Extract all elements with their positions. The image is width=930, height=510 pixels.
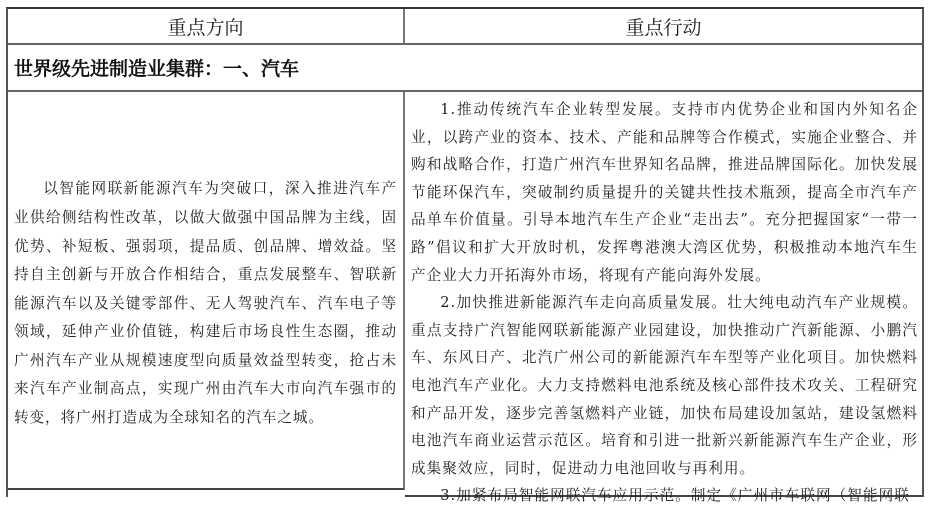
- direction-paragraph: 以智能网联新能源汽车为突破口，深入推进汽车产业供给侧结构性改革，以做大做强中国品牌为主线，固优势、补短板、强弱项，提品质、创品牌、增效益。坚持自主创新与开放合作相结合，重点发展整车、智联新能源汽车以及关键零部件、无人驾驶汽车、汽车电子等领域，延伸产业价值链，构建后市场良性生态圈，推动广州汽车产业从规模速度型向质量效益型转变，抢占未来汽车产业制高点，实现广州由汽车大市向汽车强市的转变，将广州打造成为全球知名的汽车之城。: [14, 180, 397, 427]
- direction-cell: [8, 92, 405, 490]
- section-title-row: 世界级先进制造业集群：一、汽车: [8, 45, 922, 92]
- action-item-3: 3.加紧布局智能网联汽车应用示范。制定《广州市车联网（智能网联: [440, 487, 910, 505]
- header-key-actions: 重点行动: [625, 16, 702, 39]
- policy-table: [6, 7, 924, 505]
- actions-cell: [405, 92, 922, 505]
- action-item-1: 1.推动传统汽车企业转型发展。支持市内优势企业和国内外知名企业，以跨产业的资本、技术、产能和品牌等合作模式，实施企业整合、并购和战略合作，打造广州汽车世界知名品牌，推进品牌国际化。加快发展节能环保汽车，突破制约质量提升的关键共性技术瓶颈，提高全市汽车产品单车价值量。引导本地汽车生产企业“走出去”。充分把握国家“一带一路”倡议和扩大开放时机，发挥粤港澳大湾区优势，积极推动本地汽车生产企业大力开拓海外市场，将现有产能向海外发展。: [411, 101, 918, 284]
- header-key-direction: 重点方向: [8, 9, 405, 43]
- action-item-2: 2.加快推进新能源汽车走向高质量发展。壮大纯电动汽车产业规模。重点支持广汽智能网联新能源产业园建设，加快推动广汽新能源、小鹏汽车、东风日产、北汽广州公司的新能源汽车车型等产业化项目。加快燃料电池汽车产业化。大力支持燃料电池系统及核心部件技术攻关、工程研究和产品开发，逐步完善氢燃料产业链，加快布局建设加氢站，建设氢燃料电池汽车商业运营示范区。培育和引进一批新兴新能源汽车生产企业，形成集聚效应，同时，促进动力电池回收与再利用。: [411, 294, 918, 477]
- table-header-row: [8, 9, 922, 45]
